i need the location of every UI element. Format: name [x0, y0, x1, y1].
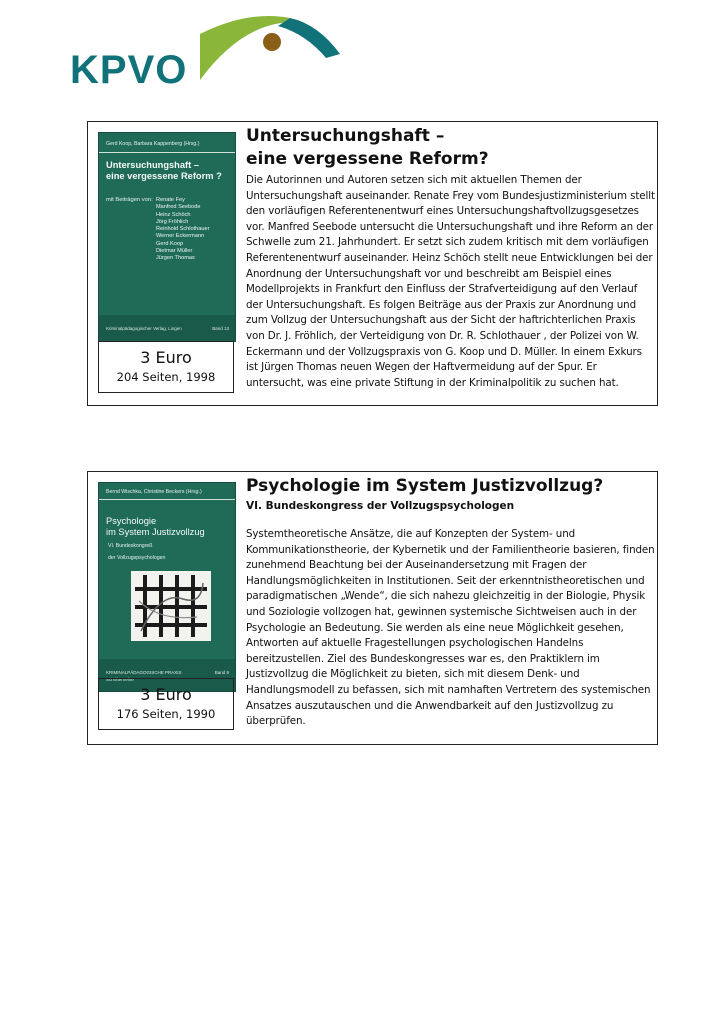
cover-rule — [99, 499, 235, 500]
cover-volume: Band 9 — [214, 670, 229, 675]
pages-year: 204 Seiten, 1998 — [116, 370, 216, 384]
book-description: Systemtheoretische Ansätze, die auf Konzepten der System- und Kommunikationstheorie, der Kybernetik und der Familientheorie basieren, finden zunehmend Beachtung bei der Auseinandersetzung mit Fragen der Handlungsmöglichkeiten in Institutionen. Seit der erkenntnistheoretischen und paradigmatischen „Wende“, die sich nahezu gleichzeitig in der Biologie, Physik und Soziologie vollzogen hat, gewinnen systemische Sichtweisen auch in der Psychologie an Bedeutung. Sie werden als eine neue Möglichkeit gesehen, Antworten auf aktuelle Fragestellungen psychologischen Handelns bereitzustellen. Ziel des Bundeskongresses war es, den Praktiklern im Justizvollzug die Möglichkeit zu bieten, sich mit diesem Denk- und Handlungsmodell zu befassen, sich mit namhaften Vertretern des systemischen Ansatzes auszutauschen und die Anwendbarkeit auf den Justizvollzug zu überprüfen. — [246, 528, 655, 728]
book-content — [246, 475, 656, 730]
cover-rule — [99, 152, 235, 153]
book-card — [87, 121, 658, 406]
book-content — [246, 125, 656, 391]
cover-title: Psychologie im System Justizvollzug — [106, 516, 205, 537]
cover-contributors: Renate Fey Manfred Seebode Heinz Schöch Jörg Fröhlich Reinhold Schlothauer Werner Eckermann Gerd Koop Dietmar Müller Jürgen Thomas — [156, 197, 210, 262]
cover-editors: Bernd Wischka, Christine Beckers (Hrsg.) — [106, 489, 202, 495]
book-cover — [98, 132, 236, 342]
roof-arc-logo-icon — [198, 12, 343, 82]
cover-editors: Gerd Koop, Barbara Kappenberg (Hrsg.) — [106, 141, 200, 147]
cover-publisher: KRIMINALPÄDAGOGISCHE PRAXIS Schriftenreihe — [106, 670, 182, 682]
price: 3 Euro — [140, 348, 192, 367]
cover-subtitle: VI. Bundeskongreß — [108, 543, 153, 549]
cover-illustration-icon — [131, 571, 211, 641]
price-box — [98, 341, 234, 393]
cover-publisher: Kriminalpädagogischer Verlag, Lingen — [106, 326, 182, 331]
cover-contrib-label: mit Beiträgen von: — [106, 197, 153, 203]
cover-title: Untersuchungshaft – eine vergessene Reform ? — [106, 160, 222, 181]
logo-wordmark: KPVO — [70, 48, 188, 92]
cover-subtitle-2: der Vollzugspsychologen — [108, 555, 166, 561]
cover-volume: Band 13 — [212, 326, 229, 331]
price-box — [98, 678, 234, 730]
pages-year: 176 Seiten, 1990 — [116, 707, 216, 721]
book-card — [87, 471, 658, 745]
price: 3 Euro — [140, 685, 192, 704]
book-subtitle: VI. Bundeskongress der Vollzugspsychologen — [246, 500, 515, 512]
kpvo-logo — [70, 12, 345, 92]
book-cover — [98, 482, 236, 692]
book-description: Die Autorinnen und Autoren setzen sich mit aktuellen Themen der Untersuchungshaft auseinander. Renate Frey vom Bundesjustizministerium stellt den vorläufigen Referentenentwurf eines Untersuchungshaftvollzugsgesetzes vor. Manfred Seebode untersucht die Untersuchungshaft und ihre Reform an der Schwelle zum 21. Jahrhundert. Er setzt sich zudem kritisch mit dem vorläufigen Referentenentwurf auseinander. Heinz Schöch stellt neue Entwicklungen bei der Anordnung der Untersuchungshaft vor und beschreibt am Beispiel eines Modellprojekts in Frankfurt den Einfluss der Strafverteidigung auf den Verlauf der Untersuchungshaft. Es folgen Beiträge aus der Praxis zur Anordnung und zum Vollzug der Untersuchungshaft aus der Sicht der haftrichterlichen Praxis von Dr. J. Fröhlich, der Verteidigung von Dr. R. Schlothauer , der Polizei von W. Eckermann und der Vollzugspraxis von G. Koop und D. Müller. In einem Exkurs ist Jürgen Thomas neuen Wegen der Haftvermeidung auf der Spur. Er untersucht, was eine private Stiftung in der Kriminalpolitik zu suchen hat. — [246, 174, 655, 389]
book-title: Untersuchungshaft – eine vergessene Reform? — [246, 126, 489, 169]
book-title: Psychologie im System Justizvollzug? — [246, 476, 604, 496]
